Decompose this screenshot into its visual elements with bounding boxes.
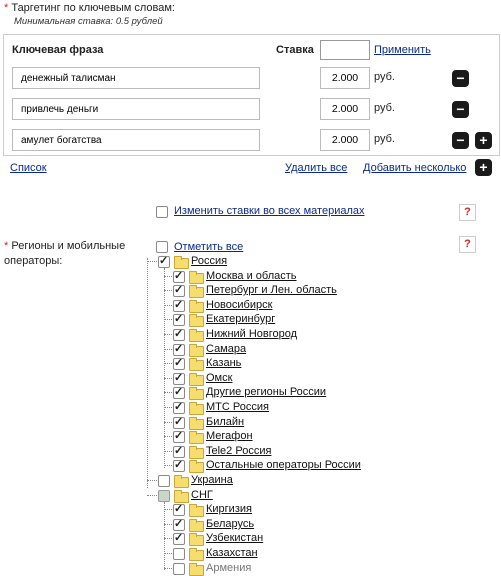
tree-connector (164, 422, 172, 423)
region-label[interactable]: СНГ (191, 489, 213, 501)
keywords-title-text: Таргетинг по ключевым словам: (11, 2, 175, 14)
tree-connector (164, 334, 172, 335)
bid-unit-label: руб. (374, 102, 395, 114)
tree-connector (164, 451, 172, 452)
region-checkbox[interactable] (173, 431, 185, 443)
keywords-section-title (4, 2, 175, 14)
region-checkbox[interactable] (173, 314, 185, 326)
region-checkbox[interactable] (158, 475, 170, 487)
region-checkbox[interactable] (173, 563, 185, 575)
region-label[interactable]: Екатеринбург (206, 313, 276, 325)
remove-keyword-minus-icon[interactable]: − (452, 132, 469, 149)
region-label[interactable]: Беларусь (206, 518, 255, 530)
delete-all-link[interactable]: Удалить все (285, 162, 348, 174)
tree-connector (164, 538, 172, 539)
help-icon-regions[interactable]: ? (459, 236, 476, 253)
folder-icon (189, 360, 204, 371)
region-checkbox[interactable] (173, 533, 185, 545)
tree-guide-line-cis (164, 502, 165, 570)
bid-unit-label: руб. (374, 71, 395, 83)
help-icon-change-bids[interactable]: ? (459, 204, 476, 221)
folder-icon (189, 273, 204, 284)
tree-connector (147, 480, 157, 481)
tree-connector (164, 509, 172, 510)
region-checkbox[interactable] (158, 256, 170, 268)
keyword-bid-input[interactable] (320, 67, 370, 89)
region-label[interactable]: Киргизия (206, 503, 252, 515)
tree-connector (164, 378, 172, 379)
keyword-bid-input[interactable] (320, 98, 370, 120)
region-checkbox[interactable] (173, 271, 185, 283)
keyword-phrase-input[interactable] (12, 98, 260, 120)
folder-icon (189, 389, 204, 400)
folder-icon (174, 477, 189, 488)
region-checkbox[interactable] (173, 402, 185, 414)
folder-icon (189, 404, 204, 415)
check-all-link[interactable]: Отметить все (174, 241, 244, 253)
tree-connector (164, 392, 172, 393)
add-several-plus-icon[interactable]: + (475, 159, 492, 176)
tree-connector (164, 363, 172, 364)
apply-bid-link[interactable]: Применить (374, 44, 431, 56)
tree-connector (164, 290, 172, 291)
keyword-phrase-input[interactable] (12, 67, 260, 89)
add-keyword-plus-icon[interactable]: + (475, 132, 492, 149)
region-checkbox[interactable] (173, 548, 185, 560)
region-label[interactable]: МТС Россия (206, 401, 269, 413)
folder-icon (189, 316, 204, 327)
region-label[interactable]: Петербург и Лен. область (206, 284, 337, 296)
tree-connector (164, 465, 172, 466)
tree-connector (147, 261, 157, 262)
folder-icon (189, 535, 204, 546)
region-label[interactable]: Омск (206, 372, 233, 384)
region-label[interactable]: Москва и область (206, 270, 297, 282)
required-marker: * (4, 240, 9, 252)
region-label[interactable]: Остальные операторы России (206, 459, 361, 471)
folder-icon (189, 419, 204, 430)
folder-icon (189, 506, 204, 517)
folder-icon (189, 565, 204, 576)
folder-icon (189, 346, 204, 357)
change-bids-link[interactable]: Изменить ставки во всех материалах (174, 205, 365, 217)
region-checkbox[interactable] (173, 446, 185, 458)
tree-connector (164, 319, 172, 320)
folder-icon (189, 302, 204, 313)
folder-icon (189, 521, 204, 532)
region-checkbox[interactable] (173, 358, 185, 370)
region-label[interactable]: Казахстан (206, 547, 258, 559)
keyword-phrase-input[interactable] (12, 129, 260, 151)
region-checkbox[interactable] (173, 519, 185, 531)
required-marker: * (4, 2, 9, 14)
regions-label-text: Регионы и мобильные операторы: (4, 240, 126, 267)
region-label[interactable]: Другие регионы России (206, 386, 327, 398)
list-link[interactable]: Список (10, 162, 47, 174)
region-checkbox[interactable] (173, 387, 185, 399)
region-checkbox[interactable] (173, 417, 185, 429)
region-label[interactable]: Самара (206, 343, 247, 355)
folder-icon (189, 462, 204, 473)
tree-connector (164, 349, 172, 350)
tree-connector (164, 524, 172, 525)
region-checkbox[interactable] (173, 344, 185, 356)
check-all-checkbox[interactable] (156, 241, 168, 253)
keyword-bid-input[interactable] (320, 129, 370, 151)
region-label[interactable]: Билайн (206, 416, 245, 428)
region-checkbox[interactable] (173, 373, 185, 385)
column-header-phrase: Ключевая фраза (12, 44, 104, 56)
region-label[interactable]: Мегафон (206, 430, 253, 442)
folder-icon (189, 550, 204, 561)
region-checkbox[interactable] (173, 285, 185, 297)
tree-connector (164, 553, 172, 554)
region-label[interactable]: Украина (191, 474, 233, 486)
tree-connector (164, 568, 172, 569)
region-label[interactable]: Казань (206, 357, 242, 369)
folder-icon (174, 258, 189, 269)
region-checkbox[interactable] (173, 300, 185, 312)
tree-connector (164, 407, 172, 408)
folder-icon (189, 375, 204, 386)
change-bids-checkbox[interactable] (156, 206, 168, 218)
bid-unit-label: руб. (374, 133, 395, 145)
bulk-bid-input[interactable] (320, 40, 370, 60)
add-several-link[interactable]: Добавить несколько (363, 162, 467, 174)
folder-icon (189, 331, 204, 342)
tree-connector (164, 276, 172, 277)
region-checkbox[interactable] (173, 460, 185, 472)
region-label[interactable]: Узбекистан (206, 532, 264, 544)
region-label: Армения (206, 562, 252, 574)
tree-guide-line-russia (164, 268, 165, 468)
tree-guide-line-root (147, 258, 148, 488)
regions-label (4, 239, 142, 269)
folder-icon (189, 448, 204, 459)
region-checkbox[interactable] (173, 329, 185, 341)
folder-icon (189, 287, 204, 298)
region-label[interactable]: Tele2 Россия (206, 445, 272, 457)
tree-connector (164, 436, 172, 437)
folder-icon (189, 433, 204, 444)
region-checkbox[interactable] (158, 490, 170, 502)
remove-keyword-minus-icon[interactable]: − (452, 101, 469, 118)
remove-keyword-minus-icon[interactable]: − (452, 70, 469, 87)
tree-connector (164, 305, 172, 306)
region-label[interactable]: Нижний Новгород (206, 328, 298, 340)
column-header-bid: Ставка (276, 44, 314, 56)
min-bid-hint: Минимальная ставка: 0.5 рублей (14, 16, 163, 27)
region-label[interactable]: Новосибирск (206, 299, 273, 311)
tree-connector (147, 495, 157, 496)
region-checkbox[interactable] (173, 504, 185, 516)
keywords-table (3, 34, 500, 156)
region-label[interactable]: Россия (191, 255, 228, 267)
